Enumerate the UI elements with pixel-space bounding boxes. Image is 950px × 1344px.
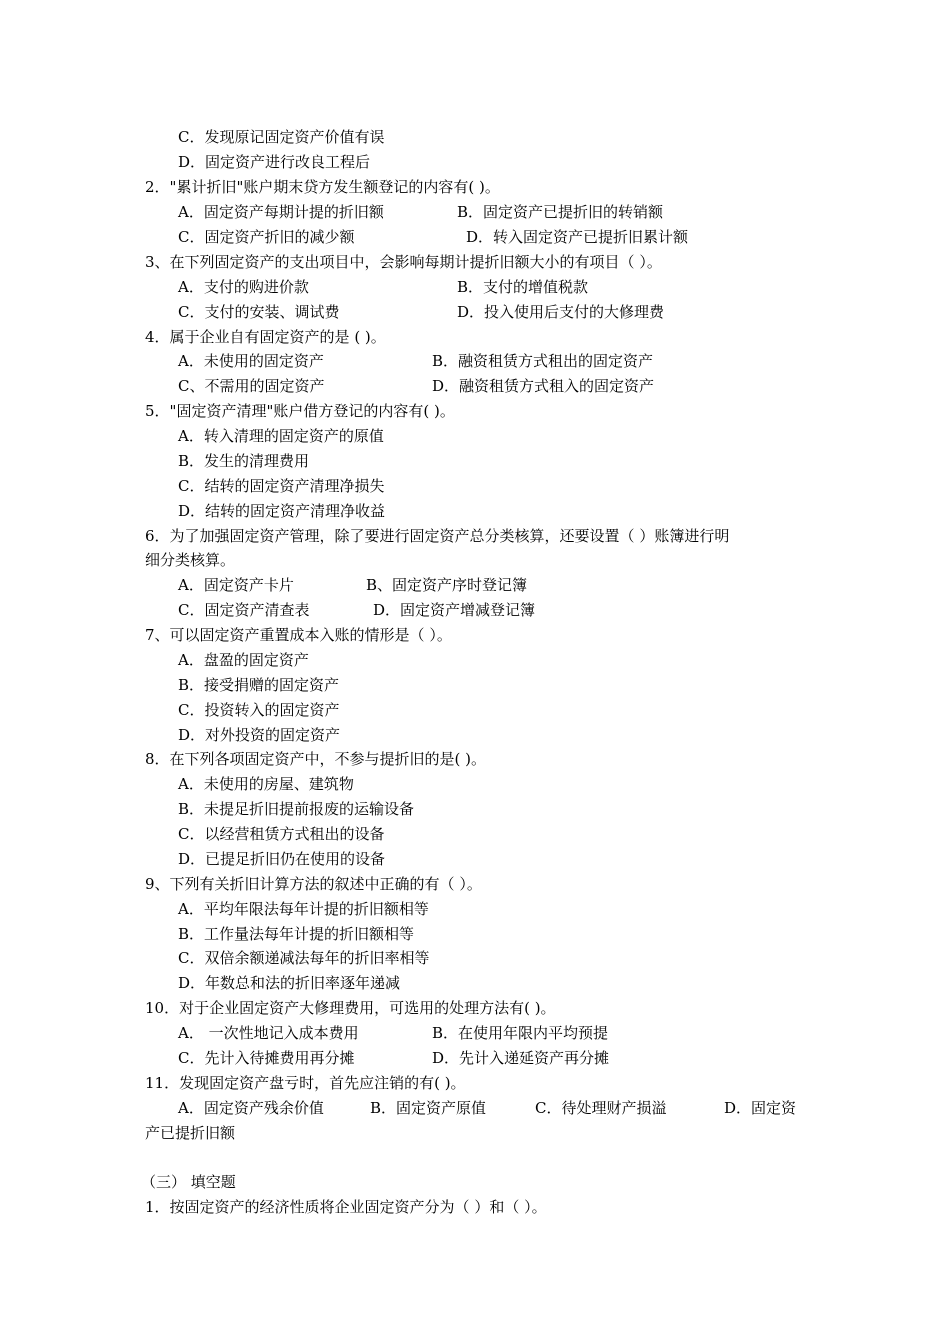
option-line: D．先计入递延资产再分摊: [432, 1049, 610, 1067]
option-line: B．固定资产原值: [370, 1099, 487, 1117]
option-line: A．平均年限法每年计提的折旧额相等: [178, 900, 429, 918]
option-line: C．以经营租赁方式租出的设备: [178, 825, 385, 843]
question-line: 9、下列有关折旧计算方法的叙述中正确的有（ ）。: [145, 875, 482, 893]
question-line: 产已提折旧额: [145, 1124, 236, 1142]
option-line: B．接受捐赠的固定资产: [178, 676, 340, 694]
option-line: C．待处理财产损溢: [535, 1099, 667, 1117]
question-line: 2．"累计折旧"账户期末贷方发生额登记的内容有( )。: [145, 178, 500, 196]
option-line: C．双倍余额递减法每年的折旧率相等: [178, 949, 430, 967]
question-line: 4．属于企业自有固定资产的是 ( )。: [145, 328, 386, 346]
option-line: A．转入清理的固定资产的原值: [178, 427, 384, 445]
option-line: B．融资租赁方式租出的固定资产: [432, 352, 654, 370]
question-line: 5．"固定资产清理"账户借方登记的内容有( )。: [145, 402, 455, 420]
option-line: D．固定资产增减登记簿: [373, 601, 536, 619]
option-line: B．未提足折旧提前报废的运输设备: [178, 800, 415, 818]
option-line: C．结转的固定资产清理净损失: [178, 477, 385, 495]
option-line: D．年数总和法的折旧率逐年递减: [178, 974, 401, 992]
option-line: A．未使用的房屋、建筑物: [178, 775, 354, 793]
option-line: B．支付的增值税款: [457, 278, 589, 296]
option-line: D．结转的固定资产清理净收益: [178, 502, 386, 520]
option-line: A．固定资产卡片: [178, 576, 294, 594]
question-line: 3、在下列固定资产的支出项目中，会影响每期计提折旧额大小的有项目（ ）。: [145, 253, 662, 271]
question-line: 细分类核算。: [145, 551, 236, 569]
option-line: A．未使用的固定资产: [178, 352, 324, 370]
option-line: A．盘盈的固定资产: [178, 651, 309, 669]
option-line: B．固定资产已提折旧的转销额: [457, 203, 664, 221]
option-line: C．投资转入的固定资产: [178, 701, 340, 719]
option-line: A．支付的购进价款: [178, 278, 309, 296]
option-line: D．投入使用后支付的大修理费: [457, 303, 665, 321]
question-line: 11．发现固定资产盘亏时，首先应注销的有( )。: [145, 1074, 466, 1092]
option-line: D．融资租赁方式租入的固定资产: [432, 377, 655, 395]
option-line: B、固定资产序时登记簿: [366, 576, 528, 594]
question-line: 6．为了加强固定资产管理，除了要进行固定资产总分类核算，还要设置（ ）账簿进行明: [145, 527, 730, 545]
question-line: 8．在下列各项固定资产中，不参与提折旧的是( )。: [145, 750, 487, 768]
option-line: D．转入固定资产已提折旧累计额: [466, 228, 689, 246]
option-line: C．支付的安装、调试费: [178, 303, 340, 321]
option-line: C．固定资产清查表: [178, 601, 310, 619]
option-line: B．在使用年限内平均预提: [432, 1024, 609, 1042]
option-line: D．固定资: [724, 1099, 797, 1117]
question-line: 7、可以固定资产重置成本入账的情形是（ ）。: [145, 626, 452, 644]
option-line: D．已提足折旧仍在使用的设备: [178, 850, 386, 868]
option-line: D．对外投资的固定资产: [178, 726, 341, 744]
option-line: C．发现原记固定资产价值有误: [178, 128, 385, 146]
option-line: A． 一次性地记入成本费用: [178, 1024, 359, 1042]
section-heading: （三） 填空题: [141, 1173, 236, 1191]
option-line: A．固定资产每期计提的折旧额: [178, 203, 384, 221]
option-line: C．先计入待摊费用再分摊: [178, 1049, 355, 1067]
question-line: 10．对于企业固定资产大修理费用，可选用的处理方法有( )。: [145, 999, 556, 1017]
option-line: A．固定资产残余价值: [178, 1099, 324, 1117]
option-line: B．发生的清理费用: [178, 452, 310, 470]
option-line: C、不需用的固定资产: [178, 377, 325, 395]
question-line: 1．按固定资产的经济性质将企业固定资产分为（ ）和（ ）。: [145, 1198, 547, 1216]
option-line: C．固定资产折旧的减少额: [178, 228, 355, 246]
option-line: D．固定资产进行改良工程后: [178, 153, 371, 171]
option-line: B．工作量法每年计提的折旧额相等: [178, 925, 415, 943]
